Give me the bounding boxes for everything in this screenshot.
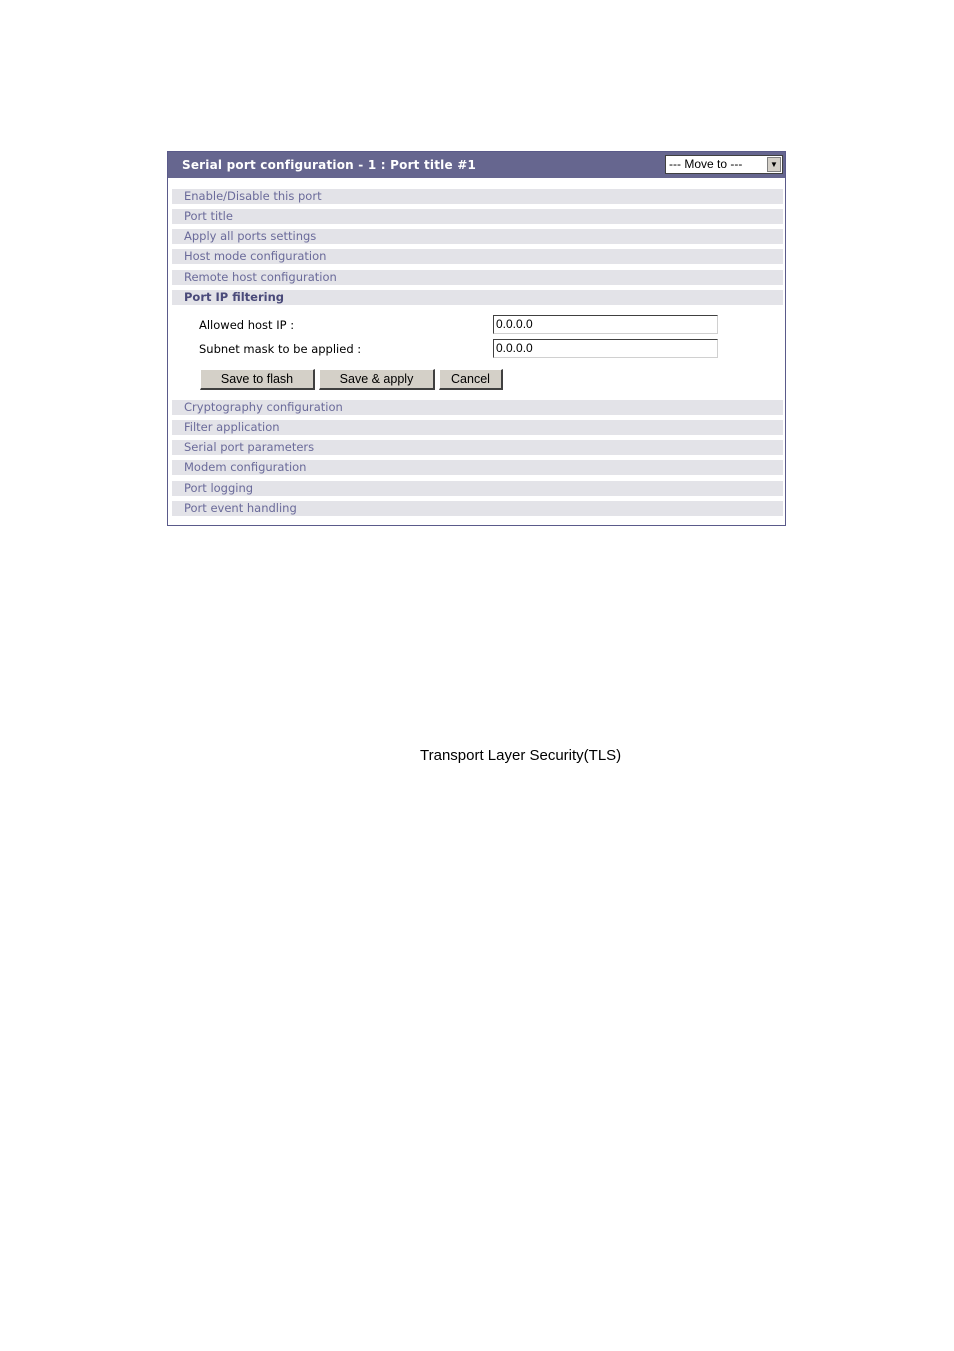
section-label: Port IP filtering bbox=[184, 290, 285, 304]
section-label: Serial port parameters bbox=[184, 440, 315, 454]
serial-port-config-panel bbox=[167, 151, 786, 526]
section-label: Enable/Disable this port bbox=[184, 189, 322, 203]
section-label: Modem configuration bbox=[184, 460, 307, 474]
section-label: Remote host configuration bbox=[184, 270, 337, 284]
section-port-title[interactable] bbox=[172, 209, 783, 224]
section-serial-port-parameters[interactable] bbox=[172, 440, 783, 455]
section-label: Host mode configuration bbox=[184, 249, 327, 263]
move-to-value: --- Move to --- bbox=[669, 157, 743, 171]
section-label: Filter application bbox=[184, 420, 280, 434]
save-to-flash-button[interactable]: Save to flash bbox=[200, 369, 315, 390]
section-port-ip-filtering[interactable] bbox=[172, 290, 783, 305]
move-to-select[interactable] bbox=[665, 155, 783, 174]
allowed-host-ip-label: Allowed host IP : bbox=[199, 318, 295, 332]
section-filter-application[interactable] bbox=[172, 420, 783, 435]
section-label: Port event handling bbox=[184, 501, 297, 515]
save-and-apply-button[interactable]: Save & apply bbox=[319, 369, 435, 390]
figure-caption: Transport Layer Security(TLS) bbox=[420, 747, 622, 764]
section-remote-host[interactable] bbox=[172, 270, 783, 285]
section-host-mode[interactable] bbox=[172, 249, 783, 264]
cancel-button[interactable]: Cancel bbox=[439, 369, 503, 390]
section-label: Cryptography configuration bbox=[184, 400, 343, 414]
section-port-event-handling[interactable] bbox=[172, 501, 783, 516]
dropdown-arrow-icon[interactable]: ▼ bbox=[767, 157, 781, 172]
section-cryptography[interactable] bbox=[172, 400, 783, 415]
subnet-mask-input[interactable]: 0.0.0.0 bbox=[493, 339, 718, 358]
section-apply-all-ports[interactable] bbox=[172, 229, 783, 244]
section-label: Port logging bbox=[184, 481, 254, 495]
allowed-host-ip-input[interactable]: 0.0.0.0 bbox=[493, 315, 718, 334]
panel-title: Serial port configuration - 1 : Port title #1 bbox=[182, 158, 477, 172]
section-enable-disable[interactable] bbox=[172, 189, 783, 204]
section-modem-configuration[interactable] bbox=[172, 460, 783, 475]
section-label: Port title bbox=[184, 209, 233, 223]
subnet-mask-label: Subnet mask to be applied : bbox=[199, 342, 362, 356]
section-port-logging[interactable] bbox=[172, 481, 783, 496]
panel-header bbox=[168, 152, 785, 178]
section-label: Apply all ports settings bbox=[184, 229, 317, 243]
